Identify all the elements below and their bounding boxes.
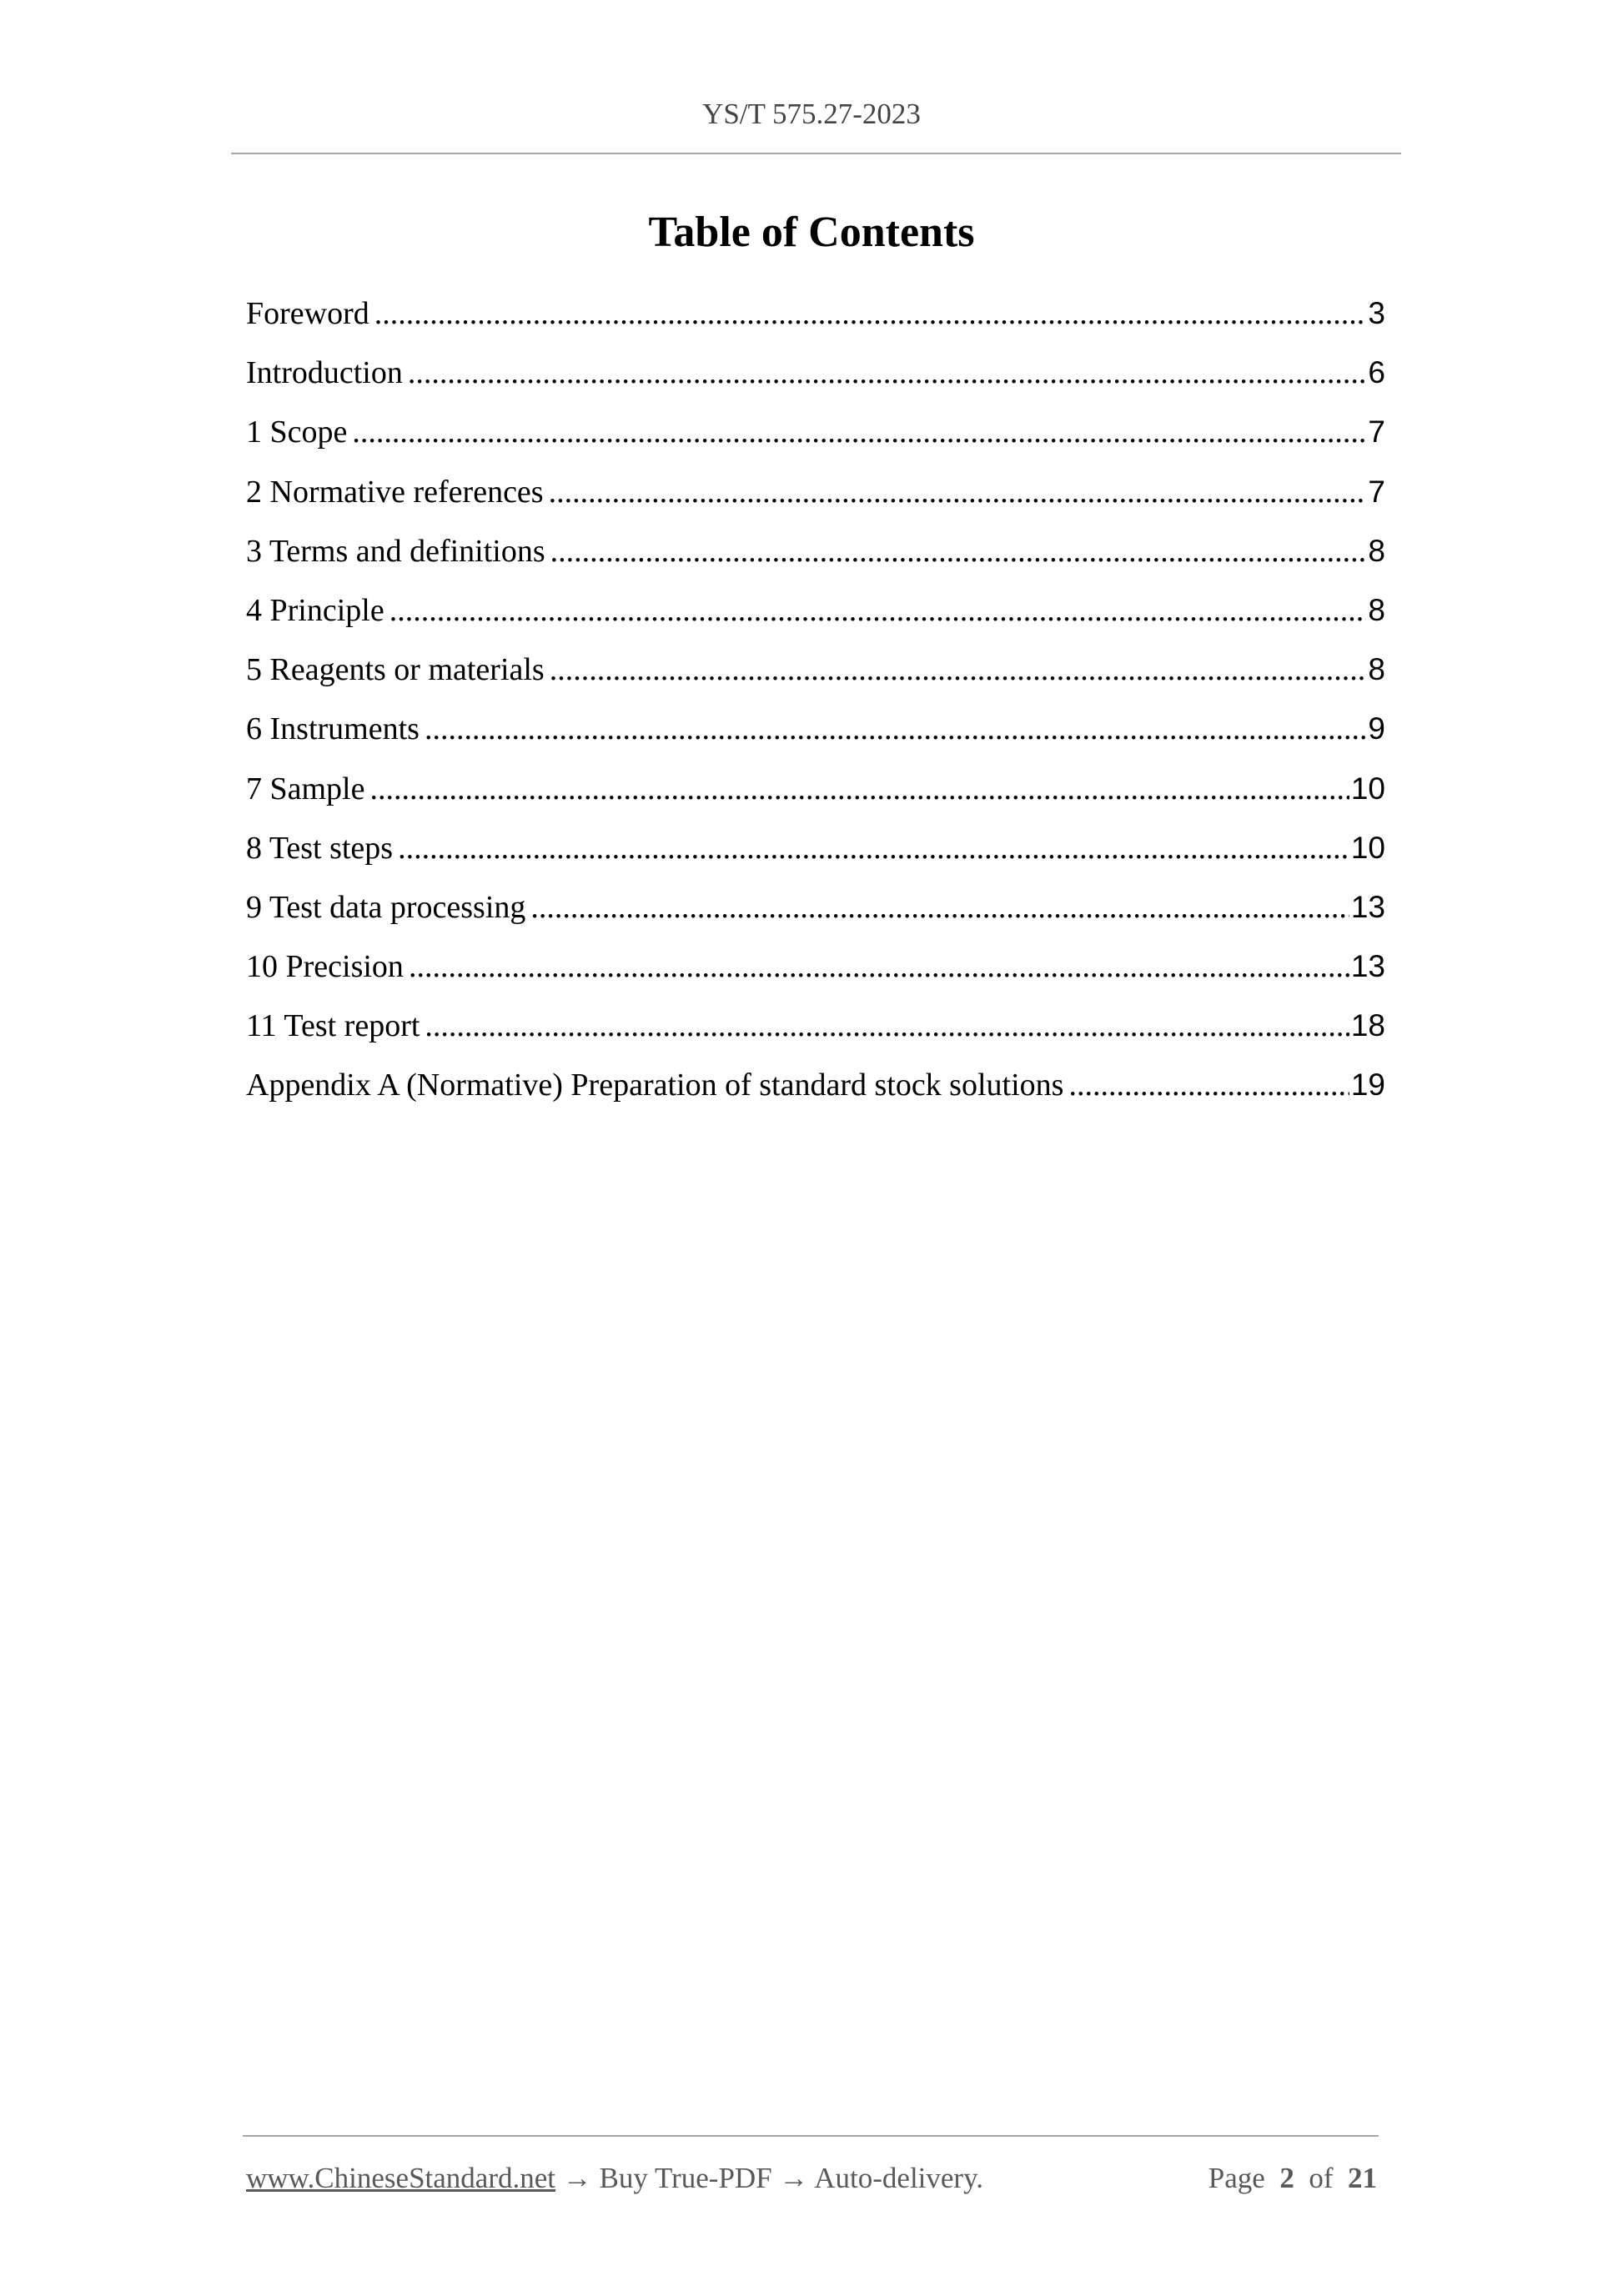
website-link[interactable]: www.ChineseStandard.net [246,2162,555,2194]
page-word: Page [1208,2162,1265,2194]
toc-dot-leader [425,1002,1349,1049]
toc-entry-reagents-or-materials[interactable] [246,646,1385,706]
toc-entry-appendix-a[interactable] [246,1062,1385,1121]
toc-dot-leader [549,469,1367,515]
toc-entry-label: 6 Instruments [246,711,420,747]
toc-list [246,290,1385,1122]
page-footer [246,2155,1377,2202]
toc-entry-label: Foreword [246,296,369,331]
toc-dot-leader [530,884,1349,931]
toc-entry-label: 9 Test data processing [246,889,526,925]
toc-entry-page: 10 [1350,771,1385,806]
footer-divider [243,2135,1379,2137]
toc-entry-page: 8 [1368,533,1385,568]
toc-dot-leader [550,646,1367,693]
toc-entry-label: 3 Terms and definitions [246,533,545,569]
toc-entry-terms-and-definitions[interactable] [246,528,1385,587]
toc-dot-leader [352,409,1366,455]
toc-entry-page: 6 [1368,355,1385,390]
toc-entry-label: 10 Precision [246,949,404,985]
toc-dot-leader [398,825,1349,872]
toc-entry-label: 11 Test report [246,1008,420,1044]
toc-entry-page: 19 [1350,1068,1385,1103]
footer-promo [246,2155,983,2202]
current-page-number: 2 [1279,2162,1294,2194]
toc-entry-page: 10 [1350,830,1385,865]
toc-entry-page: 7 [1368,414,1385,450]
toc-entry-introduction[interactable] [246,349,1385,409]
toc-dot-leader [369,766,1349,812]
toc-entry-scope[interactable] [246,409,1385,468]
page-number [1208,2155,1377,2202]
toc-entry-page: 13 [1350,949,1385,984]
toc-entry-sample[interactable] [246,766,1385,825]
toc-dot-leader [425,706,1366,752]
of-word: of [1309,2162,1334,2194]
toc-entry-label: Appendix A (Normative) Preparation of standard stock solutions [246,1068,1064,1103]
toc-dot-leader [409,943,1349,990]
toc-title: Table of Contents [648,208,975,256]
arrow-right-icon: → [562,2162,592,2194]
toc-entry-page: 8 [1368,592,1385,627]
toc-dot-leader [1068,1062,1349,1108]
toc-entry-page: 7 [1368,474,1385,509]
toc-entry-test-steps[interactable] [246,825,1385,884]
toc-entry-instruments[interactable] [246,706,1385,765]
toc-entry-label: 1 Scope [246,414,348,450]
toc-entry-foreword[interactable] [246,290,1385,349]
toc-entry-test-data-processing[interactable] [246,884,1385,943]
toc-dot-leader [374,290,1367,337]
toc-entry-normative-references[interactable] [246,469,1385,528]
toc-entry-principle[interactable] [246,587,1385,646]
total-pages-number: 21 [1348,2162,1377,2194]
toc-entry-label: 7 Sample [246,771,365,806]
toc-dot-leader [550,528,1367,575]
toc-dot-leader [389,587,1367,634]
toc-entry-page: 18 [1350,1008,1385,1043]
toc-entry-label: 2 Normative references [246,474,544,510]
arrow-right-icon: → [779,2162,809,2194]
auto-delivery-text: Auto-delivery. [814,2162,984,2194]
toc-entry-page: 8 [1368,652,1385,687]
toc-entry-precision[interactable] [246,943,1385,1002]
document-code-header: YS/T 575.27-2023 [702,98,921,130]
toc-entry-label: 5 Reagents or materials [246,652,545,688]
header-divider [231,153,1401,154]
toc-entry-label: 8 Test steps [246,830,394,866]
toc-entry-label: 4 Principle [246,592,384,628]
toc-entry-label: Introduction [246,355,403,391]
toc-entry-page: 13 [1350,889,1385,924]
toc-dot-leader [408,349,1367,396]
toc-entry-page: 3 [1368,296,1385,330]
toc-entry-test-report[interactable] [246,1002,1385,1062]
toc-entry-page: 9 [1368,711,1385,746]
buy-true-pdf-text: Buy True-PDF [599,2162,772,2194]
